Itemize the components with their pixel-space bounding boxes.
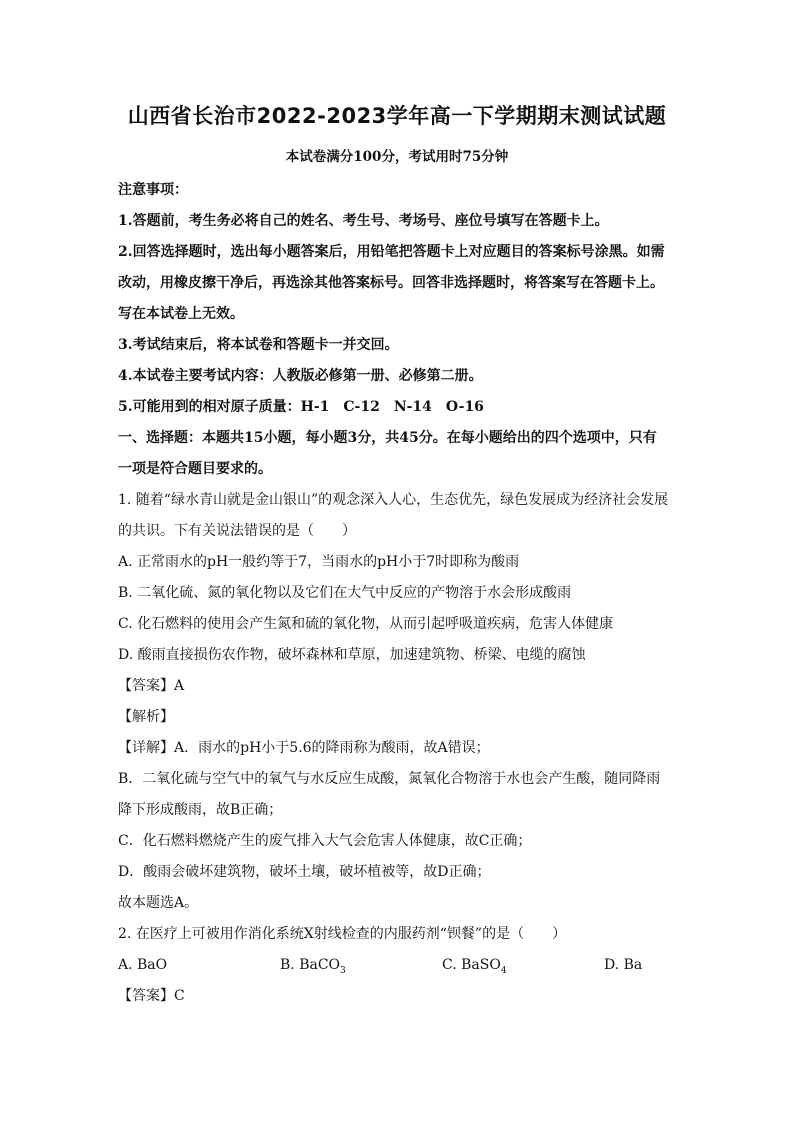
- page-title: 山西省长治市2022-2023学年高一下学期期末测试试题: [127, 104, 667, 128]
- option-c-subscript: 4: [500, 965, 507, 976]
- question-2-options: [118, 950, 684, 981]
- question-1-explanation: D．酸雨会破坏建筑物，破坏土壤，破坏植被等，故D正确；: [118, 864, 491, 880]
- note-line: 2.回答选择题时，选出每小题答案后，用铅笔把答题卡上对应题目的答案标号涂黑。如需: [118, 244, 665, 260]
- section-heading: 一、选择题：本题共15小题，每小题3分，共45分。在每小题给出的四个选项中，只有: [118, 430, 657, 446]
- question-1-option-d: D. 酸雨直接损伤农作物，破坏森林和草原，加速建筑物、桥梁、电缆的腐蚀: [118, 647, 586, 663]
- note-line: 改动，用橡皮擦干净后，再选涂其他答案标号。回答非选择题时，将答案写在答题卡上。: [118, 275, 664, 291]
- question-1-explanation: C．化石燃料燃烧产生的废气排入大气会危害人体健康，故C正确；: [118, 833, 532, 849]
- question-1-explanation: 故本题选A。: [118, 895, 199, 911]
- question-1-explanation: B．二氧化硫与空气中的氧气与水反应生成酸，氮氧化合物溶于水也会产生酸，随同降雨: [118, 771, 661, 787]
- option-b-formula: B. BaCO: [280, 957, 341, 973]
- question-2-option-b: [280, 950, 442, 981]
- question-2-answer: 【答案】C: [118, 988, 185, 1004]
- question-1-analysis-label: 【解析】: [118, 709, 174, 725]
- question-2-option-d: D. Ba: [604, 957, 643, 973]
- question-1-explanation: 降下形成酸雨，故B正确；: [118, 802, 283, 818]
- option-b-subscript: 3: [340, 965, 346, 976]
- option-c-formula: C. BaSO: [442, 957, 501, 973]
- section-heading: 一项是符合题目要求的。: [118, 461, 272, 477]
- question-2-stem: 2. 在医疗上可被用作消化系统X射线检查的内服药剂“钡餐”的是（ ）: [118, 926, 567, 942]
- note-line: 写在本试卷上无效。: [118, 306, 244, 322]
- question-2-option-a: A. BaO: [118, 957, 168, 973]
- question-1-answer: 【答案】A: [118, 678, 185, 694]
- question-1-stem: 1. 随着“绿水青山就是金山银山”的观念深入人心，生态优先，绿色发展成为经济社会发展: [118, 492, 669, 508]
- notes-heading: 注意事项：: [118, 182, 188, 198]
- exam-info: 本试卷满分100分，考试用时75分钟: [285, 149, 509, 165]
- question-2-option-c: [442, 950, 604, 981]
- note-line: 4.本试卷主要考试内容：人教版必修第一册、必修第二册。: [118, 368, 483, 384]
- note-line: 5.可能用到的相对原子质量：H-1 C-12 N-14 O-16: [118, 399, 484, 415]
- question-1-option-c: C. 化石燃料的使用会产生氮和硫的氧化物，从而引起呼吸道疾病，危害人体健康: [118, 616, 614, 632]
- document-body: [118, 175, 684, 1012]
- note-line: 3.考试结束后，将本试卷和答题卡一并交回。: [118, 337, 399, 353]
- note-line: 1.答题前，考生务必将自己的姓名、考生号、考场号、座位号填写在答题卡上。: [118, 213, 609, 229]
- question-1-explanation: 【详解】A．雨水的pH小于5.6的降雨称为酸雨，故A错误；: [118, 740, 490, 756]
- question-1-option-a: A. 正常雨水的pH一般约等于7，当雨水的pH小于7时即称为酸雨: [118, 554, 520, 570]
- question-1-option-b: B. 二氧化硫、氮的氧化物以及它们在大气中反应的产物溶于水会形成酸雨: [118, 585, 572, 601]
- question-1-stem: 的共识。下有关说法错误的是（ ）: [118, 523, 356, 539]
